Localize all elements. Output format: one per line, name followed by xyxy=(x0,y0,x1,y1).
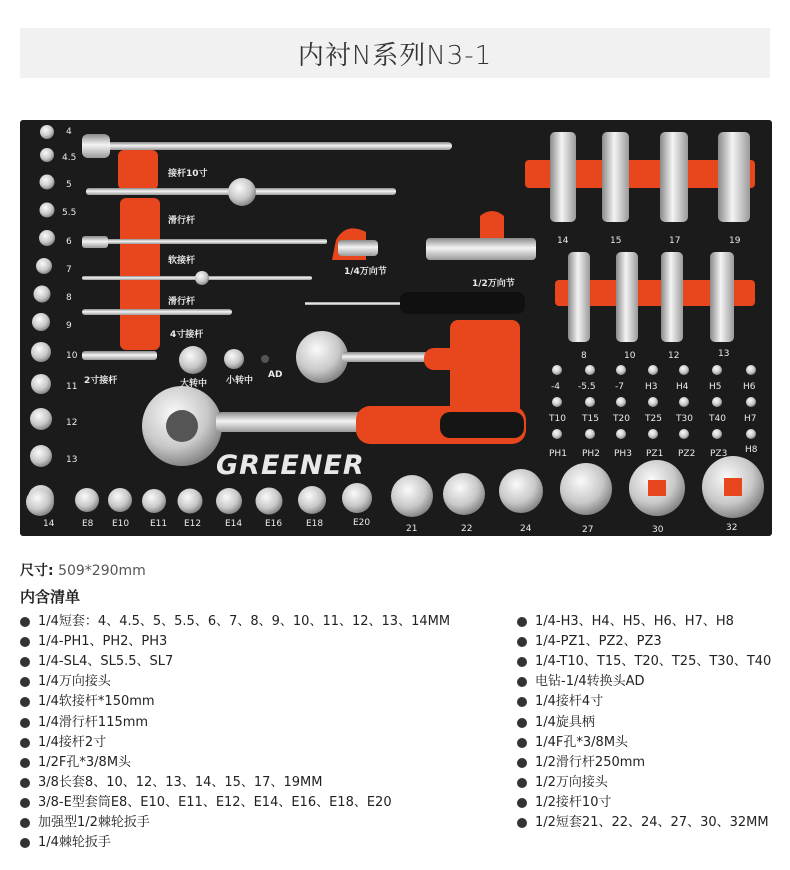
bit-pz2: PZ2 xyxy=(678,449,696,459)
label-uj14: 1/4万向节 xyxy=(344,267,387,277)
bit-t10: T10 xyxy=(549,414,566,424)
contents-list-left xyxy=(20,612,450,853)
deep-top-14: 14 xyxy=(557,236,569,246)
bit-t25: T25 xyxy=(645,414,662,424)
size-label-9: 9 xyxy=(66,321,72,331)
bit-h3: H3 xyxy=(645,382,658,392)
size-value: 509*290mm xyxy=(58,563,146,579)
size-label-6: 6 xyxy=(66,237,72,247)
bullet-icon xyxy=(517,818,527,828)
left-sockets xyxy=(28,125,55,511)
deep-mid-10: 10 xyxy=(624,351,636,361)
label-ext2: 2寸接杆 xyxy=(84,376,118,386)
bottom-24: 24 xyxy=(520,524,532,534)
label-slide-big: 滑行杆 xyxy=(168,216,196,226)
size-label-13: 13 xyxy=(66,455,78,465)
bullet-icon xyxy=(517,617,527,627)
bullet-icon xyxy=(20,617,30,627)
label-flex: 软接杆 xyxy=(168,256,196,266)
bit-h4: H4 xyxy=(676,382,689,392)
bottom-e18: E18 xyxy=(306,519,324,529)
screwdriver xyxy=(305,292,525,314)
bit-h5: H5 xyxy=(709,382,722,392)
bit-t20: T20 xyxy=(613,414,630,424)
tray-illustration xyxy=(20,120,772,536)
label-uj12: 1/2万向节 xyxy=(472,279,515,289)
bit-sl7: -7 xyxy=(615,382,624,392)
list-item: 1/4-H3、H4、H5、H6、H7、H8 xyxy=(517,612,771,632)
list-item: 1/4-PZ1、PZ2、PZ3 xyxy=(517,632,771,652)
list-item: 1/2F孔*3/8M头 xyxy=(20,753,450,773)
list-item: 电钻-1/4转换头AD xyxy=(517,672,771,692)
label-adapter-small: 小转中 xyxy=(226,376,254,386)
product-tray-image xyxy=(20,120,772,536)
list-item: 1/4-T10、T15、T20、T25、T30、T40 xyxy=(517,652,771,672)
label-ext4: 4寸接杆 xyxy=(170,330,204,340)
bottom-sockets xyxy=(26,456,764,518)
size-line xyxy=(20,560,146,580)
list-item: 1/4滑行杆115mm xyxy=(20,712,450,732)
list-item: 1/4F孔*3/8M头 xyxy=(517,733,771,753)
list-item: 1/2短套21、22、24、27、30、32MM xyxy=(517,813,771,833)
bottom-27: 27 xyxy=(582,525,594,535)
size-label-7: 7 xyxy=(66,265,72,275)
bit-ph1: PH1 xyxy=(549,449,567,459)
bullet-icon xyxy=(20,798,30,808)
list-item: 1/4-PH1、PH2、PH3 xyxy=(20,632,450,652)
bullet-icon xyxy=(20,738,30,748)
bottom-e10: E10 xyxy=(112,519,130,529)
bit-sl4: -4 xyxy=(551,382,560,392)
list-item: 1/2接杆10寸 xyxy=(517,793,771,813)
bullet-icon xyxy=(517,778,527,788)
bullet-icon xyxy=(20,637,30,647)
list-item: 加强型1/2棘轮扳手 xyxy=(20,813,450,833)
deep-mid-13: 13 xyxy=(718,349,730,359)
size-label-5: 5 xyxy=(66,180,72,190)
bit-h6: H6 xyxy=(743,382,756,392)
list-item: 1/2滑行杆250mm xyxy=(517,753,771,773)
size-label-8: 8 xyxy=(66,293,72,303)
bullet-icon xyxy=(517,738,527,748)
label-slide-small: 滑行杆 xyxy=(168,297,196,307)
bit-t40: T40 xyxy=(709,414,726,424)
list-item: 1/4旋具柄 xyxy=(517,712,771,732)
bottom-30: 30 xyxy=(652,525,664,535)
bullet-icon xyxy=(517,677,527,687)
bullet-icon xyxy=(20,778,30,788)
bit-holders xyxy=(552,365,756,439)
bullet-icon xyxy=(517,718,527,728)
bullet-icon xyxy=(517,657,527,667)
list-item: 1/4棘轮扳手 xyxy=(20,833,450,853)
deep-mid-8: 8 xyxy=(581,351,587,361)
bottom-14: 14 xyxy=(43,519,55,529)
bottom-32: 32 xyxy=(726,523,738,533)
label-ad: AD xyxy=(268,370,283,380)
bullet-icon xyxy=(20,677,30,687)
bullet-icon xyxy=(20,818,30,828)
bottom-e20: E20 xyxy=(353,518,371,528)
bullet-icon xyxy=(20,838,30,848)
size-label-4: 4 xyxy=(66,127,72,137)
size-label-4-5: 4.5 xyxy=(62,153,77,163)
bullet-icon xyxy=(20,697,30,707)
label-ext10: 接杆10寸 xyxy=(168,169,208,179)
label-adapter-big: 大转中 xyxy=(180,379,208,389)
deep-top-19: 19 xyxy=(729,236,741,246)
title-banner xyxy=(20,28,770,78)
list-item: 1/4万向接头 xyxy=(20,672,450,692)
bullet-icon xyxy=(20,657,30,667)
bottom-e11: E11 xyxy=(150,519,168,529)
bit-ph3: PH3 xyxy=(614,449,632,459)
bullet-icon xyxy=(517,637,527,647)
deep-top-15: 15 xyxy=(610,236,622,246)
bottom-22: 22 xyxy=(461,524,473,534)
size-key: 尺寸: xyxy=(20,563,54,579)
brand-logo-text: GREENER xyxy=(216,450,365,481)
list-item: 3/8-E型套筒E8、E10、E11、E12、E14、E16、E18、E20 xyxy=(20,793,450,813)
bit-sl55: -5.5 xyxy=(578,382,596,392)
bit-pz1: PZ1 xyxy=(646,449,664,459)
bit-h8: H8 xyxy=(745,445,758,455)
bullet-icon xyxy=(20,718,30,728)
deep-mid-12: 12 xyxy=(668,351,680,361)
list-item: 1/4接杆2寸 xyxy=(20,733,450,753)
bit-pz3: PZ3 xyxy=(710,449,728,459)
size-label-10: 10 xyxy=(66,351,78,361)
size-label-11: 11 xyxy=(66,382,78,392)
bit-t30: T30 xyxy=(676,414,693,424)
list-item: 1/4-SL4、SL5.5、SL7 xyxy=(20,652,450,672)
size-label-12: 12 xyxy=(66,418,78,428)
list-item: 1/4软接杆*150mm xyxy=(20,692,450,712)
list-item: 1/2万向接头 xyxy=(517,773,771,793)
bullet-icon xyxy=(517,697,527,707)
deep-top-17: 17 xyxy=(669,236,681,246)
bottom-e14: E14 xyxy=(225,519,243,529)
contents-list-right xyxy=(517,612,771,833)
bottom-e12: E12 xyxy=(184,519,202,529)
page-title: 内衬N系列N3-1 xyxy=(297,40,493,71)
bit-ph2: PH2 xyxy=(582,449,600,459)
bit-t15: T15 xyxy=(582,414,599,424)
bottom-21: 21 xyxy=(406,524,418,534)
list-item: 1/4接杆4寸 xyxy=(517,692,771,712)
list-item: 1/4短套：4、4.5、5、5.5、6、7、8、9、10、11、12、13、14MM xyxy=(20,612,450,632)
bit-h7: H7 xyxy=(744,414,757,424)
bullet-icon xyxy=(517,798,527,808)
bullet-icon xyxy=(20,758,30,768)
bottom-e16: E16 xyxy=(265,519,283,529)
contents-heading: 内含清单 xyxy=(20,588,81,606)
bottom-e8: E8 xyxy=(82,519,94,529)
list-item: 3/8长套8、10、12、13、14、15、17、19MM xyxy=(20,773,450,793)
bullet-icon xyxy=(517,758,527,768)
size-label-5-5: 5.5 xyxy=(62,208,77,218)
